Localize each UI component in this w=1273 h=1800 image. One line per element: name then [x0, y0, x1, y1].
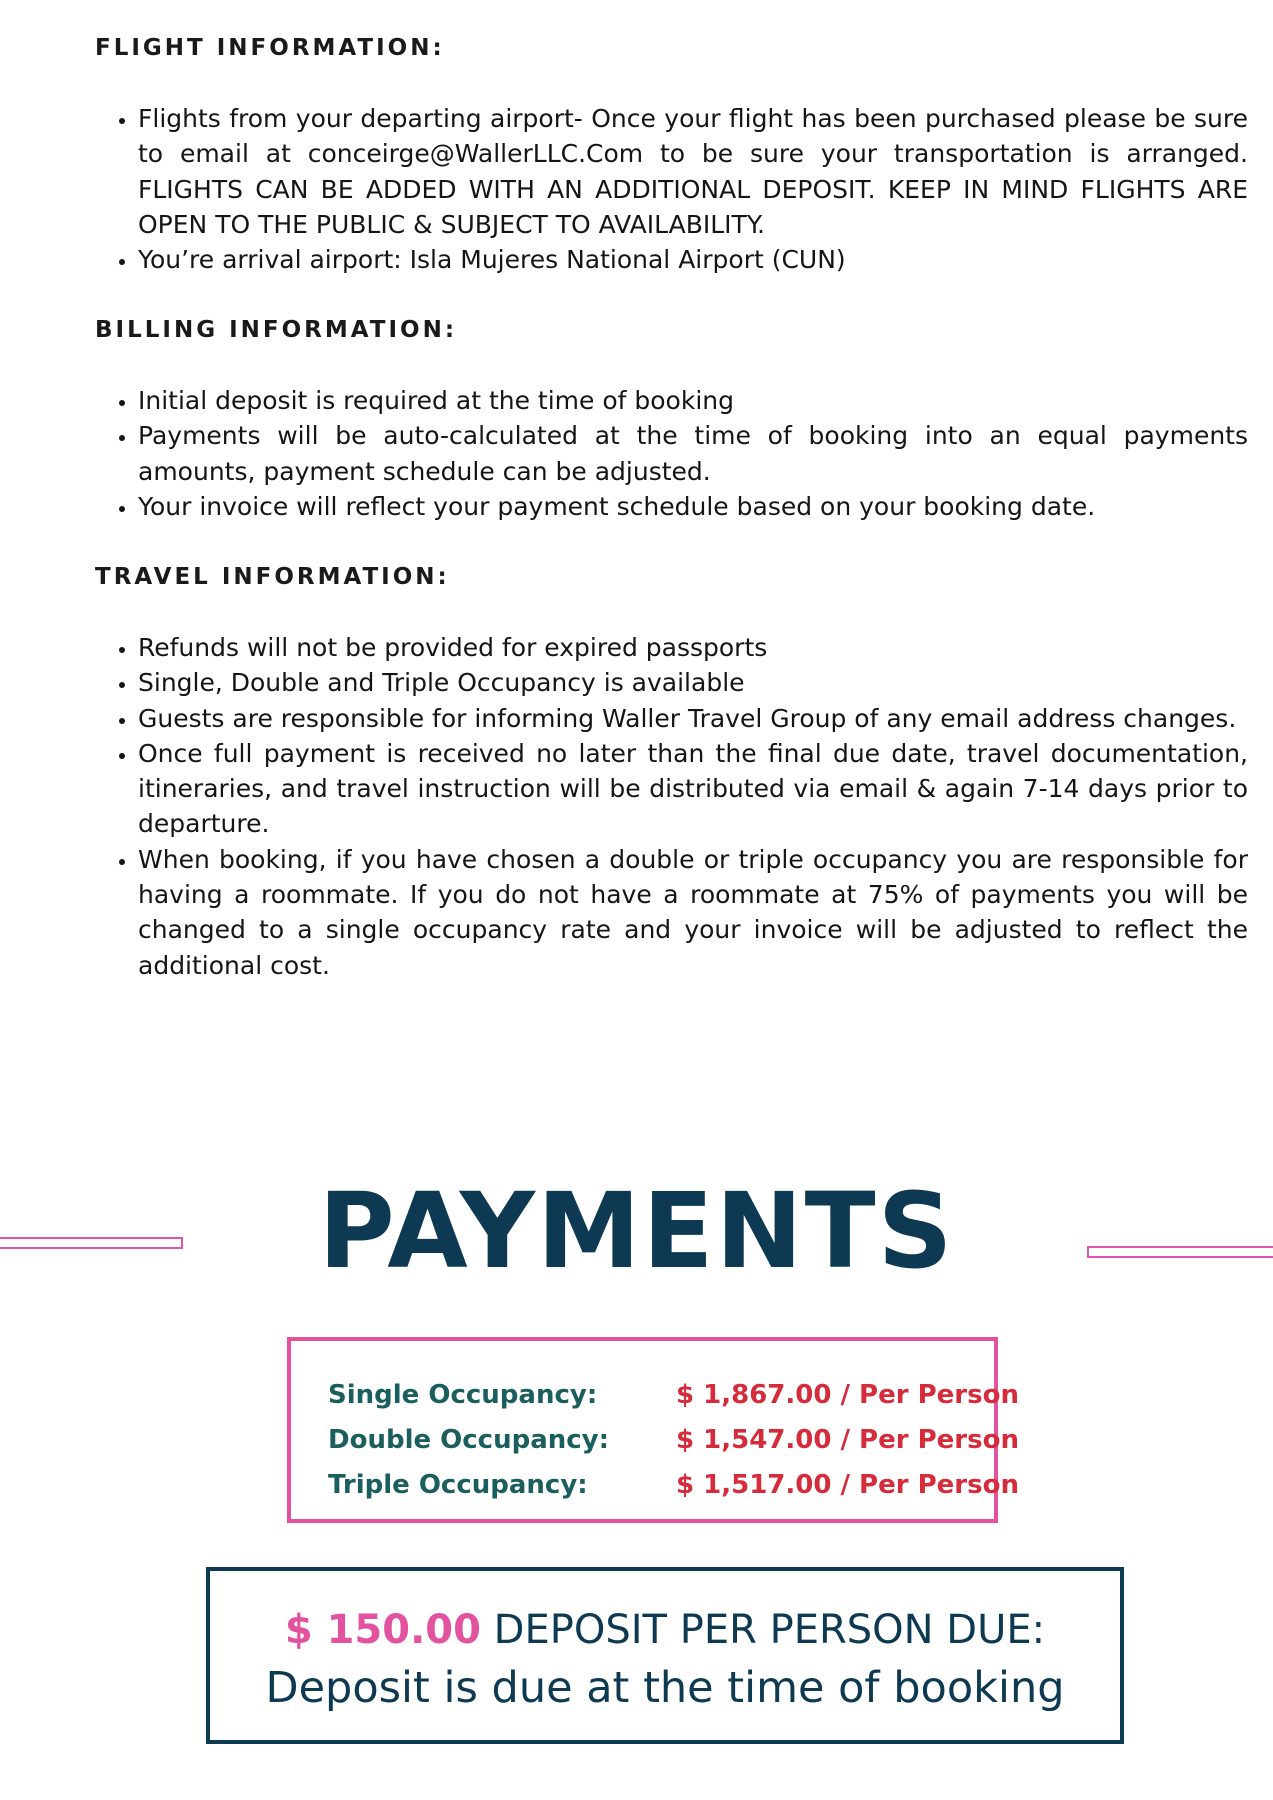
- rate-label: Triple Occupancy:: [328, 1470, 588, 1500]
- billing-heading: BILLING INFORMATION:: [95, 317, 458, 343]
- deposit-heading: [210, 1607, 1120, 1653]
- list-item: • Once full payment is received no later than the final due date, travel documentation, itineraries, and travel instruction will be distributed via email & again 7-14 days prior to departure.: [138, 736, 1248, 842]
- deposit-label: DEPOSIT PER PERSON DUE:: [480, 1607, 1046, 1653]
- rate-value: $ 1,517.00 / Per Person: [676, 1470, 1019, 1500]
- list-item: • Refunds will not be provided for expired passports: [138, 630, 1248, 665]
- list-item: • Your invoice will reflect your payment schedule based on your booking date.: [138, 489, 1248, 524]
- list-item: • When booking, if you have chosen a double or triple occupancy you are responsible for having a roommate. If you do not have a roommate at 75% of payments you will be changed to a single occupancy rate and your invoice will be adjusted to reflect the additional cost.: [138, 842, 1248, 983]
- rate-label: Double Occupancy:: [328, 1425, 610, 1455]
- list-item: • You’re arrival airport: Isla Mujeres National Airport (CUN): [138, 242, 1248, 277]
- flight-list: [95, 101, 1248, 277]
- list-item: • Single, Double and Triple Occupancy is available: [138, 665, 1248, 700]
- list-item: • Initial deposit is required at the time of booking: [138, 383, 1248, 418]
- deposit-amount: $ 150.00: [284, 1607, 481, 1653]
- billing-list: [95, 383, 1248, 524]
- travel-heading: TRAVEL INFORMATION:: [95, 564, 450, 590]
- rate-label: Single Occupancy:: [328, 1380, 598, 1410]
- deposit-note: Deposit is due at the time of booking: [265, 1663, 1065, 1713]
- travel-list: [95, 630, 1248, 983]
- rate-value: $ 1,867.00 / Per Person: [676, 1380, 1019, 1410]
- list-item: • Guests are responsible for informing Waller Travel Group of any email address changes.: [138, 701, 1248, 736]
- payments-title: PAYMENTS: [318, 1170, 955, 1292]
- deposit-box: [206, 1567, 1124, 1744]
- flight-heading: FLIGHT INFORMATION:: [95, 35, 445, 61]
- rate-value: $ 1,547.00 / Per Person: [676, 1425, 1019, 1455]
- pricing-box: [287, 1337, 1019, 1523]
- list-item: • Flights from your departing airport- Once your flight has been purchased please be sure to email at conceirge@WallerLLC.Com to be sure your transportation is arranged. FLIGHTS CAN BE ADDED WITH AN ADDITIONAL DEPOSIT. KEEP IN MIND FLIGHTS ARE OPEN TO THE PUBLIC & SUBJECT TO AVAILABILITY.: [138, 101, 1248, 242]
- list-item: • Payments will be auto-calculated at the time of booking into an equal payments amounts, payment schedule can be adjusted.: [138, 418, 1248, 489]
